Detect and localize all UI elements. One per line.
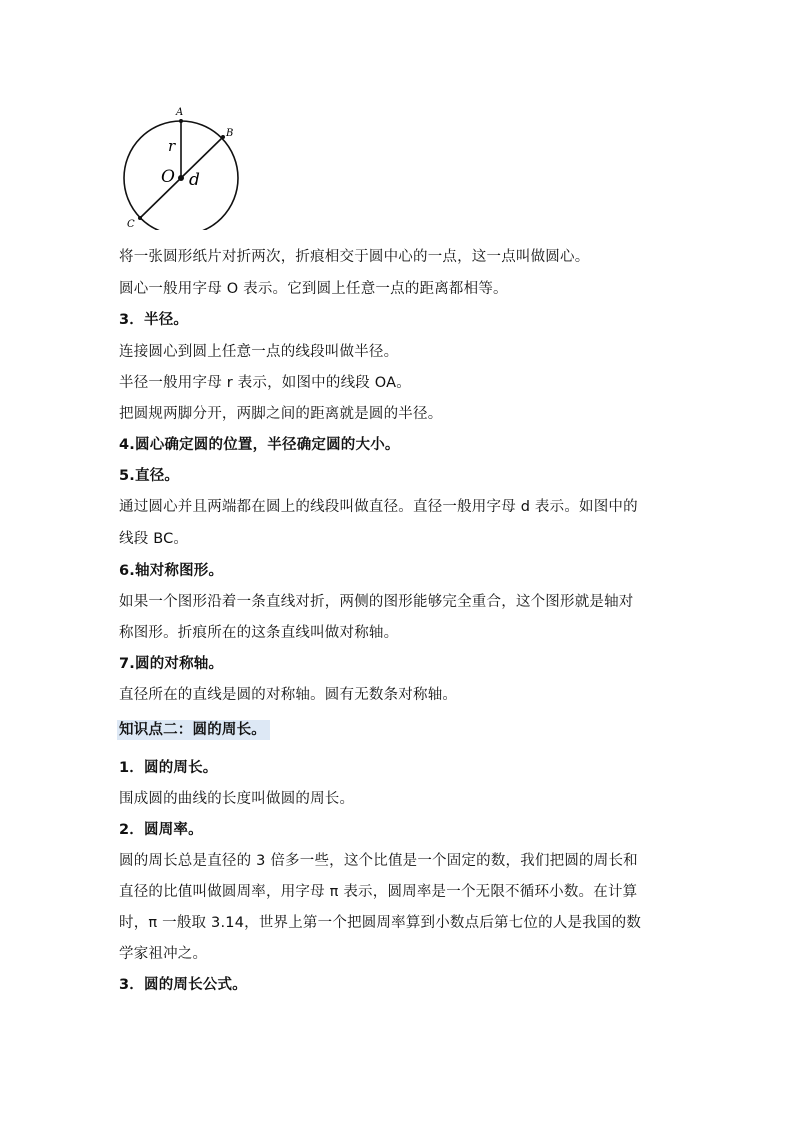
paragraph-line: 如果一个图形沿着一条直线对折，两侧的图形能够完全重合，这个图形就是轴对 [119,594,634,610]
label-A: A [176,107,184,118]
subheading-axisymmetric: 6.轴对称图形。 [119,563,224,579]
subheading-formula: 3．圆的周长公式。 [119,977,247,993]
subheading-pi: 2．圆周率。 [119,822,203,838]
point-O [178,175,184,181]
subheading-symmetry-axis: 7.圆的对称轴。 [119,656,224,672]
paragraph-line: 学家祖冲之。 [119,946,208,962]
paragraph-line: 圆的周长总是直径的 3 倍多一些，这个比值是一个固定的数，我们把圆的周长和 [119,853,638,869]
subheading-diameter: 5.直径。 [119,468,180,484]
paragraph-line: 通过圆心并且两端都在圆上的线段叫做直径。直径一般用字母 d 表示。如图中的 [119,499,638,515]
point-B [221,135,225,139]
point-A [179,119,183,123]
label-C: C [127,219,135,230]
paragraph-line: 半径一般用字母 r 表示，如图中的线段 OA。 [119,375,411,391]
paragraph-line: 直径的比值叫做圆周率，用字母 π 表示，圆周率是一个无限不循环小数。在计算 [119,884,638,900]
section-heading-text: 知识点二：圆的周长。 [117,720,270,740]
paragraph-line: 线段 BC。 [119,531,189,547]
paragraph-line: 圆心一般用字母 O 表示。它到圆上任意一点的距离都相等。 [119,281,508,297]
paragraph-line: 将一张圆形纸片对折两次，折痕相交于圆中心的一点，这一点叫做圆心。 [119,249,590,265]
subheading-circumference: 1．圆的周长。 [119,760,218,776]
paragraph-line: 时，π 一般取 3.14，世界上第一个把圆周率算到小数点后第七位的人是我国的数 [119,915,642,931]
label-r: r [168,137,176,155]
label-O: O [161,167,175,187]
paragraph-line: 连接圆心到圆上任意一点的线段叫做半径。 [119,344,399,360]
circle-diagram [112,100,252,230]
section-heading [119,720,689,740]
subheading-radius: 3．半径。 [119,312,189,328]
paragraph-line: 围成圆的曲线的长度叫做圆的周长。 [119,791,355,807]
paragraph-line: 直径所在的直线是圆的对称轴。圆有无数条对称轴。 [119,687,458,703]
paragraph-line: 把圆规两脚分开，两脚之间的距离就是圆的半径。 [119,406,443,422]
paragraph-line: 称图形。折痕所在的这条直线叫做对称轴。 [119,625,399,641]
label-d: d [189,170,200,190]
subheading-center-radius: 4.圆心确定圆的位置，半径确定圆的大小。 [119,437,400,453]
label-B: B [226,128,234,139]
point-C [138,216,142,220]
